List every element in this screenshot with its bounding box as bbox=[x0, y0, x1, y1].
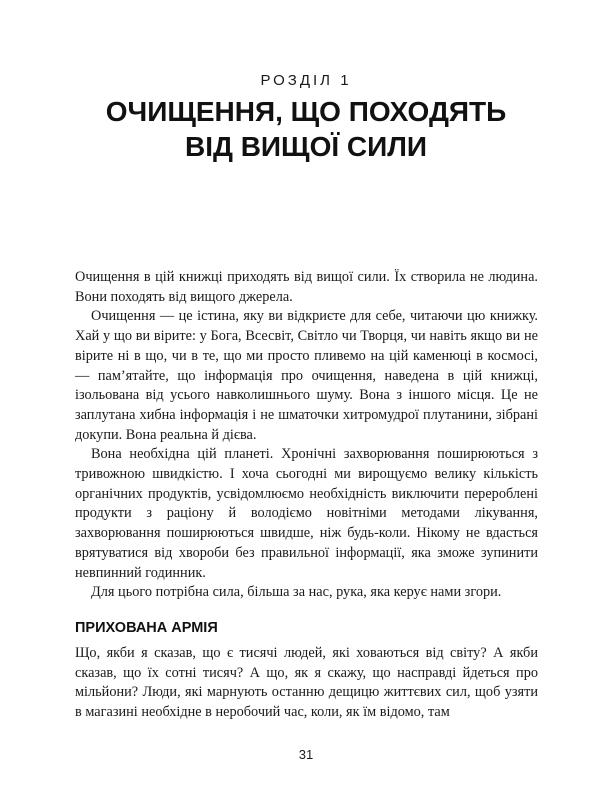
chapter-title-line-1: ОЧИЩЕННЯ, ЩО ПОХОДЯТЬ bbox=[105, 96, 507, 127]
body-paragraph-4: Для цього потрібна сила, більша за нас, рука, яка керує нами згори. bbox=[91, 584, 502, 601]
chapter-title bbox=[40, 94, 572, 164]
body-paragraph-3: Вона необхідна цій планеті. Хронічні захворювання поширюються з тривожною швидкістю. І хоча сьогодні ми вирощуємо велику кількість органічних продуктів, усвідомлюємо необхідність виключити перероблені продукти з раціону й володіємо новітніми методами лікування, захворювання поширюються швидше, ніж будь-коли. Нікому не вдасться врятуватися від хвороби без правильної інформації, яка зможе зупинити невпинний годинник. bbox=[75, 446, 538, 581]
section-paragraph-1: Що, якби я сказав, що є тисячі людей, які ховаються від світу? А якби сказав, що їх сотні тисяч? А що, як я скажу, що насправді йдеться про мільйони? Люди, які марнують останню дещицю життєвих сил, щоб узяти в магазині необхідне в неробочий час, коли, як їм відомо, там bbox=[75, 645, 538, 721]
page-number: 31 bbox=[298, 747, 314, 762]
section-heading: ПРИХОВАНА АРМІЯ bbox=[75, 620, 218, 636]
chapter-title-line-2: ВІД ВИЩОЇ СИЛИ bbox=[184, 131, 427, 162]
body-paragraph-1: Очищення в цій книжці приходять від вищої сили. Їх створила не людина. Вони походять від вищого джерела. bbox=[75, 269, 538, 305]
chapter-label: РОЗДІЛ 1 bbox=[260, 72, 352, 89]
chapter-body bbox=[75, 268, 538, 603]
section-body bbox=[75, 644, 538, 723]
body-paragraph-2: Очищення — це істина, яку ви відкриєте для себе, читаючи цю книжку. Хай у що ви вірите: у Бога, Всесвіт, Світло чи Творця, чи навіть якщо ви не вірите ні в що, чи в те, що ми просто пливемо на цій каменюці в космосі, — пам’ятайте, що інформація про очищення, наведена в цій книжці, ізольована від усього навколишнього шуму. Вона з іншого місця. Це не заплутана хибна інформація і не шматочки хитромудрої плутанини, зібрані докупи. Вона реальна й дієва. bbox=[75, 308, 538, 443]
